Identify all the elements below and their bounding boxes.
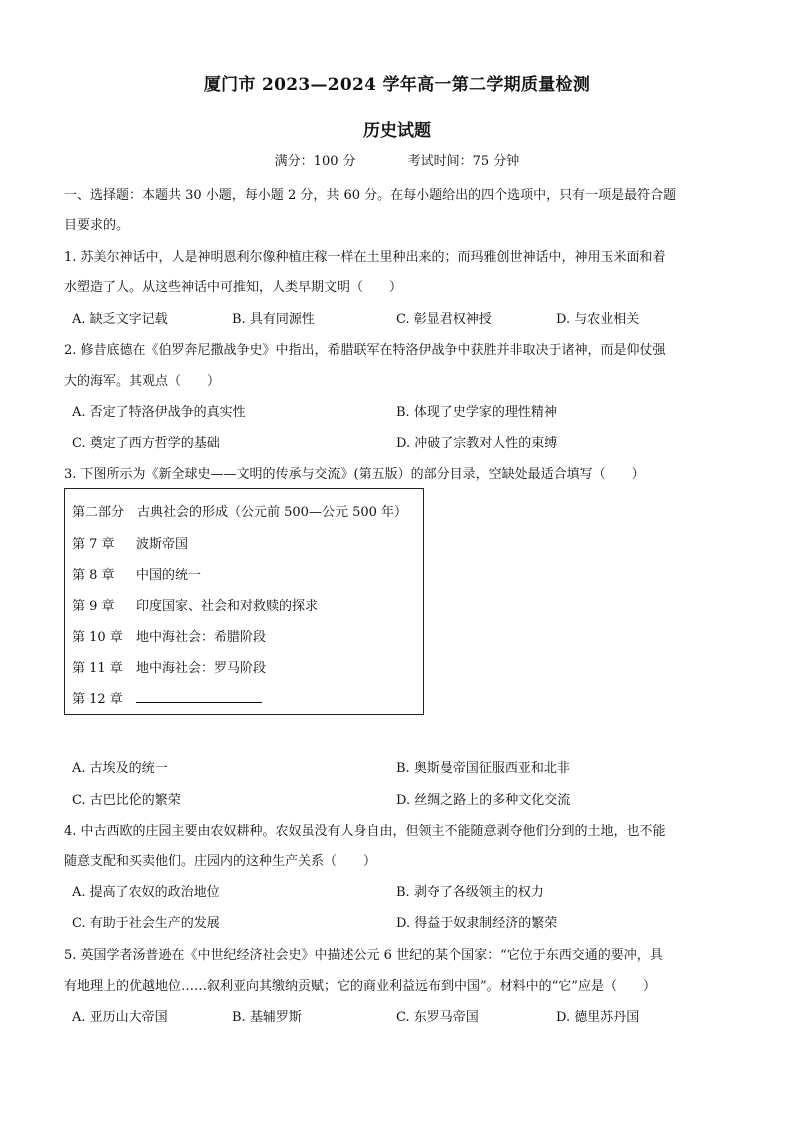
table-of-contents-box	[64, 488, 424, 715]
question-1-stem: 1. 苏美尔神话中，人是神明恩利尔像种植庄稼一样在土里种出来的；而玛雅创世神话中，神用玉米面和着	[64, 250, 666, 265]
question-4-stem: 随意支配和买卖他们。庄园内的这种生产关系（ ）	[64, 854, 377, 869]
question-3-option-d: D. 丝绸之路上的多种文化交流	[396, 793, 571, 808]
question-5-option-c: C. 东罗马帝国	[396, 1010, 479, 1025]
toc-chapter: 第 10 章	[72, 630, 123, 645]
question-5-option-d: D. 德里苏丹国	[556, 1010, 640, 1025]
question-4-option-d: D. 得益于奴隶制经济的繁荣	[396, 916, 558, 931]
question-1-stem: 水塑造了人。从这些神话中可推知，人类早期文明（ ）	[64, 280, 403, 295]
question-2-option-a: A. 否定了特洛伊战争的真实性	[72, 405, 246, 420]
exam-title: 厦门市 2023—2024 学年高一第二学期质量检测	[203, 75, 591, 95]
question-4-option-a: A. 提高了农奴的政治地位	[72, 885, 220, 900]
question-2-option-d: D. 冲破了宗教对人性的束缚	[396, 436, 558, 451]
toc-title: 印度国家、社会和对救赎的探求	[136, 599, 319, 614]
answer-blank	[136, 690, 262, 703]
question-2-option-c: C. 奠定了西方哲学的基础	[72, 436, 220, 451]
question-3-option-c: C. 古巴比伦的繁荣	[72, 793, 181, 808]
exam-subject: 历史试题	[363, 121, 431, 141]
question-1-option-c: C. 彰显君权神授	[396, 312, 492, 327]
question-5-option-a: A. 亚历山大帝国	[72, 1010, 168, 1025]
toc-chapter: 第 11 章	[72, 661, 123, 676]
question-2-stem: 2. 修昔底德在《伯罗奔尼撒战争史》中指出，希腊联军在特洛伊战争中获胜并非取决于诸神，而是仰仗强	[64, 343, 666, 358]
exam-time: 考试时间：75 分钟	[407, 154, 520, 169]
section-intro-line: 目要求的。	[64, 218, 130, 233]
toc-chapter: 第 12 章	[72, 692, 123, 707]
exam-meta	[0, 150, 794, 169]
question-3-option-b: B. 奥斯曼帝国征服西亚和北非	[396, 761, 570, 776]
toc-row	[72, 595, 318, 614]
toc-row	[72, 533, 188, 552]
question-1-option-a: A. 缺乏文字记载	[72, 312, 168, 327]
toc-title: 地中海社会：希腊阶段	[136, 630, 267, 645]
toc-title: 地中海社会：罗马阶段	[136, 661, 267, 676]
question-3-stem: 3. 下图所示为《新全球史——文明的传承与交流》(第五版）的部分目录，空缺处最适合填写（ ）	[64, 467, 645, 482]
full-score: 满分：100 分	[274, 154, 356, 169]
question-2-option-b: B. 体现了史学家的理性精神	[396, 405, 557, 420]
question-5-stem: 5. 英国学者汤普逊在《中世纪经济社会史》中描述公元 6 世纪的某个国家：“它位于东西交通的要冲，具	[64, 948, 663, 963]
question-4-stem: 4. 中古西欧的庄园主要由农奴耕种。农奴虽没有人身自由，但领主不能随意剥夺他们分到的土地，也不能	[64, 824, 666, 839]
toc-chapter: 第 9 章	[72, 599, 115, 614]
toc-row	[72, 688, 262, 707]
toc-title: 中国的统一	[136, 568, 202, 583]
toc-row	[72, 564, 201, 583]
toc-title: 波斯帝国	[136, 537, 189, 552]
question-1-option-d: D. 与农业相关	[556, 312, 640, 327]
toc-chapter: 第 8 章	[72, 568, 115, 583]
toc-chapter: 第 7 章	[72, 537, 115, 552]
toc-heading: 第二部分 古典社会的形成（公元前 500—公元 500 年）	[72, 505, 408, 520]
question-3-option-a: A. 古埃及的统一	[72, 761, 168, 776]
question-5-option-b: B. 基辅罗斯	[232, 1010, 302, 1025]
section-intro-line: 一、选择题：本题共 30 小题，每小题 2 分，共 60 分。在每小题给出的四个选项中，只有一项是最符合题	[64, 188, 677, 203]
question-1-option-b: B. 具有同源性	[232, 312, 315, 327]
toc-row	[72, 657, 266, 676]
question-5-stem: 有地理上的优越地位……叙利亚向其缴纳贡赋；它的商业利益远布到中国”。材料中的“它”应是（ ）	[64, 979, 656, 994]
question-2-stem: 大的海军。其观点（ ）	[64, 374, 221, 389]
toc-row	[72, 626, 266, 645]
question-4-option-b: B. 剥夺了各级领主的权力	[396, 885, 544, 900]
question-4-option-c: C. 有助于社会生产的发展	[72, 916, 220, 931]
